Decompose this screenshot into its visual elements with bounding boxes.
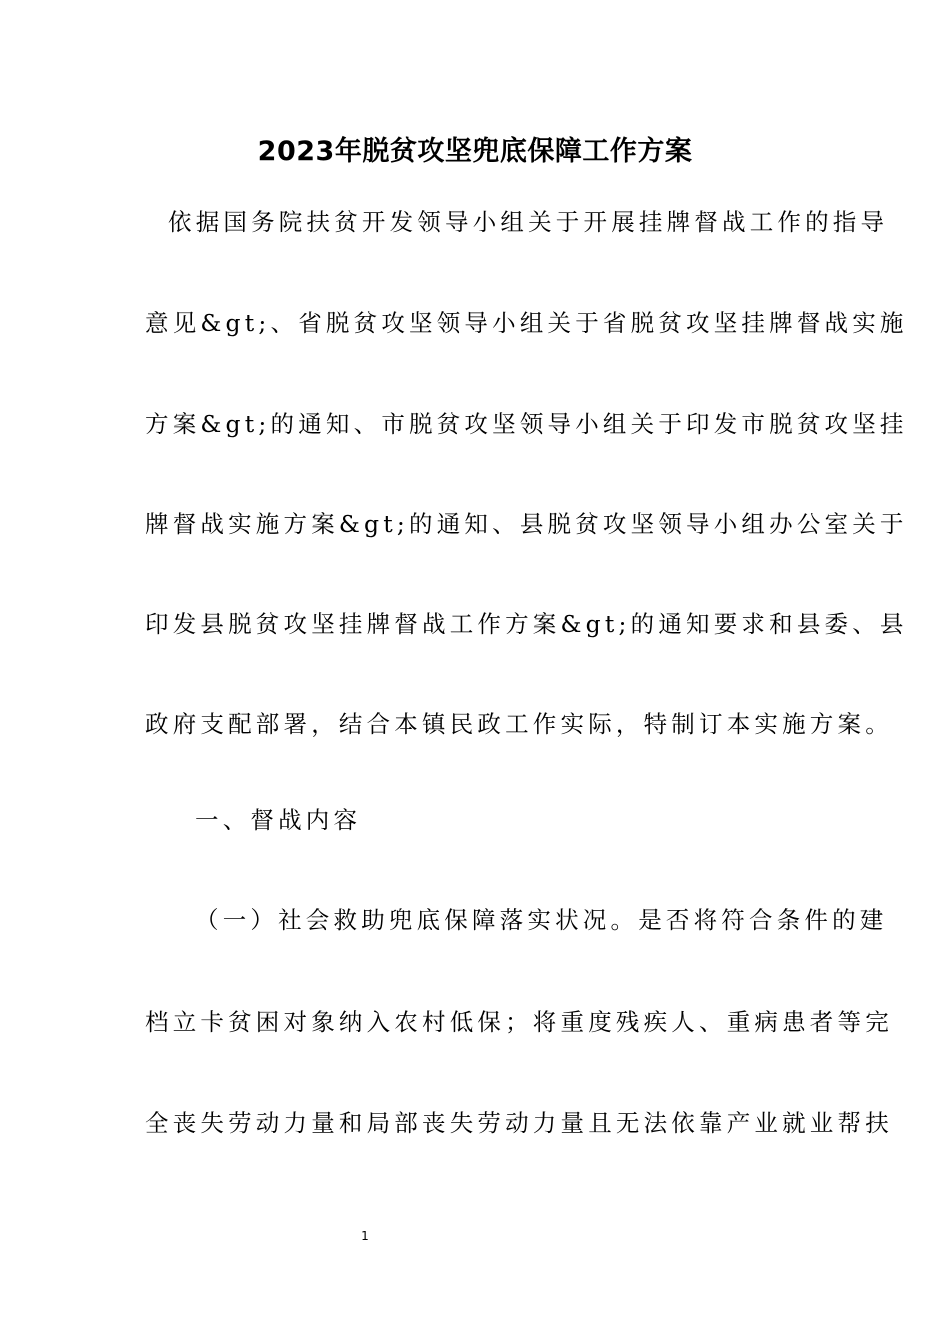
paragraph-line: 印发县脱贫攻坚挂牌督战工作方案&gt;的通知要求和县委、县: [145, 610, 908, 638]
paragraph-line: 牌督战实施方案&gt;的通知、县脱贫攻坚领导小组办公室关于: [145, 510, 908, 538]
paragraph-line: 全丧失劳动力量和局部丧失劳动力量且无法依靠产业就业帮扶: [145, 1109, 893, 1137]
paragraph-line: 方案&gt;的通知、市脱贫攻坚领导小组关于印发市脱贫攻坚挂: [145, 410, 908, 438]
paragraph-line: 档立卡贫困对象纳入农村低保；将重度残疾人、重病患者等完: [145, 1008, 893, 1036]
paragraph-line: 依据国务院扶贫开发领导小组关于开展挂牌督战工作的指导: [168, 208, 889, 236]
document-title: 2023年脱贫攻坚兜底保障工作方案: [257, 136, 693, 167]
section-heading: 一、督战内容: [195, 806, 362, 834]
paragraph-line: 政府支配部署，结合本镇民政工作实际，特制订本实施方案。: [145, 710, 893, 738]
paragraph-line: 意见&gt;、省脱贫攻坚领导小组关于省脱贫攻坚挂牌督战实施: [145, 309, 908, 337]
paragraph-line: （一）社会救助兜底保障落实状况。是否将符合条件的建: [195, 906, 888, 934]
page-number: 1: [361, 1229, 369, 1243]
